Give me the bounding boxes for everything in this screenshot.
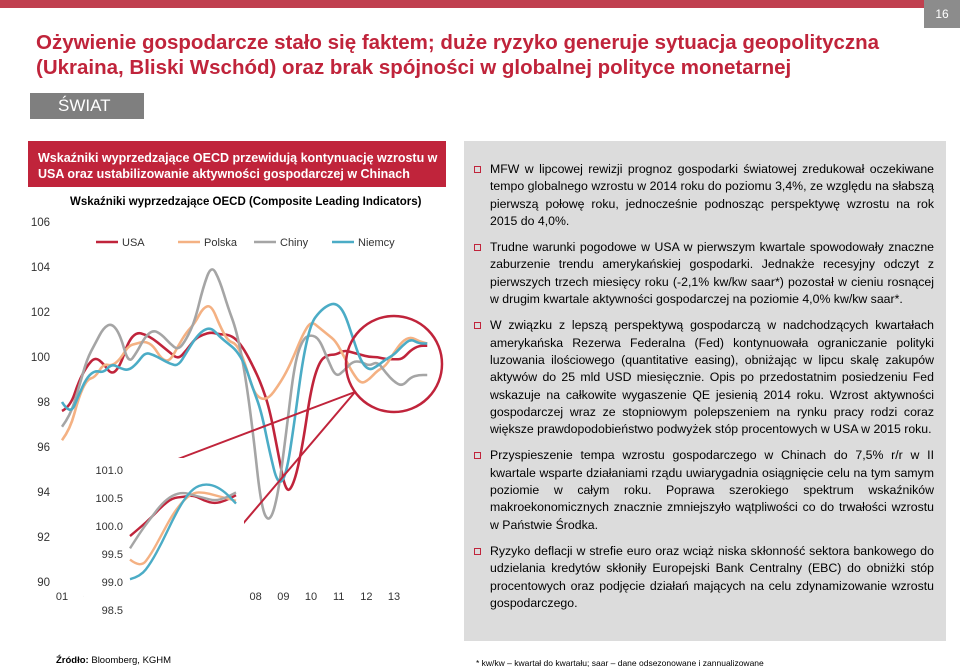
inset-plot — [84, 458, 244, 630]
y-tick-label: 106 — [30, 217, 50, 229]
y-tick-label: 90 — [37, 577, 50, 589]
y-tick-label: 96 — [37, 442, 50, 454]
page-number: 16 — [924, 0, 960, 28]
x-tick-label: 12 — [360, 591, 373, 603]
bullet-text: MFW w lipcowej rewizji prognoz gospodarki światowej zredukował oczekiwane tempo globalnego wzrostu w 2014 roku do poziomu 3,4%, ze względu na słabszą pierwszą połowę roku, jednocześnie podnosząc perspektywę wzrostu na rok 2015 do 4,0%. — [490, 162, 934, 228]
inset-y-tick-label: 98.5 — [101, 605, 123, 617]
legend-entry: Chiny — [280, 237, 309, 249]
title-line-1: Ożywienie gospodarcze stało się faktem; duże ryzyko generuje sytuacja geopolityczna — [36, 31, 880, 54]
y-tick-label: 102 — [30, 307, 50, 319]
inset-y-tick-label: 99.0 — [101, 577, 123, 589]
bullet-text: Ryzyko deflacji w strefie euro oraz wciąż niska skłonność sektora bankowego do udzielania kredytów skłoniły Europejski Bank Centralny (EBC) do obniżki stóp procentowych oraz podjęcie działań mających na celu zdynamizowanie wzrostu gospodarczego. — [490, 543, 934, 610]
panel-header-line-1: Wskaźniki wyprzedzające OECD przewidują kontynuację wzrostu w — [38, 151, 438, 165]
footnote: * kw/kw – kwartał do kwartału; saar – dane odsezonowane i zannualizowane — [476, 658, 764, 668]
y-tick-label: 104 — [30, 262, 50, 274]
section-tag: ŚWIAT — [30, 93, 144, 119]
y-tick-label: 92 — [37, 532, 50, 544]
x-tick-label: 08 — [249, 591, 262, 603]
y-tick-label: 94 — [37, 487, 50, 499]
x-tick-label: 09 — [277, 591, 290, 603]
source-value: Bloomberg, KGHM — [91, 655, 172, 666]
y-tick-label: 98 — [37, 397, 50, 409]
title-line-2: (Ukraina, Bliski Wschód) oraz brak spójności w globalnej polityce monetarnej — [36, 56, 792, 79]
inset-y-tick-label: 99.5 — [101, 549, 123, 561]
legend-entry: USA — [122, 237, 145, 249]
chart-title: Wskaźniki wyprzedzające OECD (Composite Leading Indicators) — [70, 196, 422, 208]
legend-entry: Niemcy — [358, 237, 395, 249]
highlight-circle — [346, 316, 442, 412]
inset-y-tick-label: 100.0 — [95, 521, 123, 533]
x-tick-label: 11 — [332, 591, 345, 603]
inset-y-tick-label: 100.5 — [95, 493, 123, 505]
legend-entry: Polska — [204, 237, 238, 249]
panel-header-line-2: USA oraz ustabilizowanie aktywności gospodarczej w Chinach — [38, 167, 410, 181]
inset-y-tick-label: 101.0 — [95, 465, 123, 477]
bullet-text: Trudne warunki pogodowe w USA w pierwszym kwartale spowodowały znaczne zaburzenie trendu amerykańskiej gospodarki. Jednakże recesyjny odczyt z pierwszych trzech miesięcy roku (-2,1% kw/kw saar*) pozostał w cieniu rosnącej w drugim kwartale aktywności gospodarczej na poziomie 4,0% kw/kw saar*. — [490, 240, 934, 307]
bullet-text: W związku z lepszą perspektywą gospodarczą w nadchodzących kwartałach amerykańska Rezerwa Federalna (Fed) kontynuowała ograniczanie polityki luzowania ilościowego (quantitative easing), obniżając w lipcu skalę zakupów aktywów do 25 mld USD miesięcznie. Opis po przedostatnim posiedzeniu Fed wskazuje na całkowite wygaszenie QE jesienią 2014 roku. Wzrost aktywności gospodarczej wraz ze stopniowym polepszeniem na rynku pracy rodzi coraz większe prawdopodobieństwo podwyżek stóp procentowych w USA w 2015 roku. — [490, 318, 934, 437]
y-tick-label: 100 — [30, 352, 50, 364]
x-tick-label: 01 — [55, 591, 69, 603]
x-tick-label: 13 — [387, 591, 401, 603]
source-label: Źródło: — [56, 655, 89, 666]
source-footer — [56, 655, 171, 666]
bullet-text: Przyspieszenie tempa wzrostu gospodarczego w Chinach do 7,5% r/r w II kwartale wsparte działaniami rządu uwiarygadnia osiągnięcie celu na tym samym poziomie w całym roku. Poprawa szerokiego spektrum wskaźników makroekonomicznych znacznie zmniejszyło wątpliwości co do trwałości wzrostu w Państwie Środka. — [490, 448, 934, 532]
x-tick-label: 10 — [304, 591, 318, 603]
